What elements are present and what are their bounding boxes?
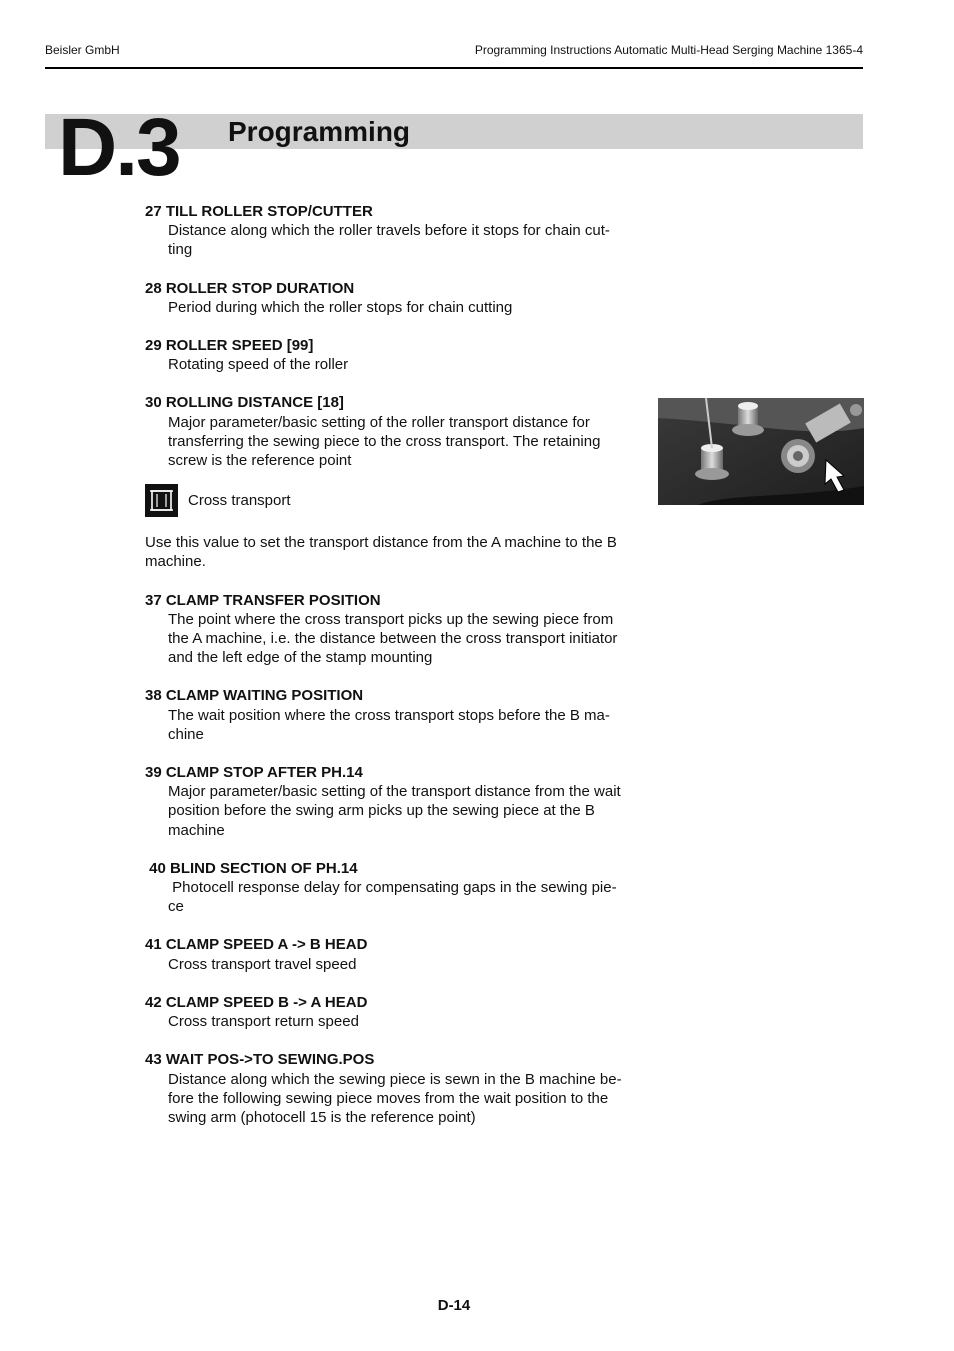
parameter-description: Major parameter/basic setting of the roller transport distance for [168, 413, 590, 431]
parameter-description: Distance along which the sewing piece is sewn in the B machine be- [168, 1070, 622, 1088]
parameter-heading: 42 CLAMP SPEED B -> A HEAD [145, 993, 368, 1011]
parameter-description: The point where the cross transport picks up the sewing piece from [168, 610, 614, 628]
parameter-heading: 29 ROLLER SPEED [99] [145, 337, 314, 355]
parameter-heading: 30 ROLLING DISTANCE [18] [145, 394, 344, 412]
parameter-description: and the left edge of the stamp mounting [168, 649, 433, 667]
parameter-heading: 37 CLAMP TRANSFER POSITION [145, 591, 381, 609]
parameter-heading: 41 CLAMP SPEED A -> B HEAD [145, 936, 368, 954]
content [145, 202, 660, 1127]
section-title: Programming [228, 116, 411, 147]
parameter-description: fore the following sewing piece moves from the wait position to the [168, 1089, 609, 1107]
parameter-description: position before the swing arm picks up the sewing piece at the B [168, 802, 595, 820]
intro-line: Use this value to set the transport distance from the A machine to the B [145, 534, 617, 552]
parameter-heading: 28 ROLLER STOP DURATION [145, 279, 355, 297]
parameter-heading: 43 WAIT POS->TO SEWING.POS [145, 1051, 375, 1069]
parameter-description: Cross transport travel speed [168, 955, 357, 973]
cross-transport-row [145, 484, 660, 517]
parameter-description: the A machine, i.e. the distance between the cross transport initiator [168, 630, 618, 648]
header-rule [45, 67, 863, 69]
cross-transport-icon [145, 484, 178, 517]
parameter-heading: 38 CLAMP WAITING POSITION [145, 687, 364, 705]
cross-parameter-list [145, 591, 660, 1127]
intro-line: machine. [145, 553, 206, 571]
roller-parameter-list [145, 202, 660, 470]
parameter-description: Photocell response delay for compensating gaps in the sewing pie- [168, 879, 617, 897]
cross-transport-intro [145, 533, 660, 571]
parameter-heading: 39 CLAMP STOP AFTER PH.14 [145, 764, 363, 782]
parameter-description: Period during which the roller stops for chain cutting [168, 298, 513, 316]
section-number: D.3 [58, 102, 180, 193]
parameter-heading: 27 TILL ROLLER STOP/CUTTER [145, 203, 373, 220]
parameter-description: Rotating speed of the roller [168, 356, 349, 374]
parameter-description: Distance along which the roller travels before it stops for chain cut- [168, 222, 610, 240]
page-number: D-14 [437, 1297, 471, 1314]
parameter-description: ting [168, 241, 193, 259]
parameter-description: screw is the reference point [168, 452, 352, 470]
parameter-description: ce [168, 898, 184, 916]
parameter-description: Cross transport return speed [168, 1013, 359, 1031]
parameter-description: transferring the sewing piece to the cross transport. The retaining [168, 432, 601, 450]
parameter-heading: 40 BLIND SECTION OF PH.14 [145, 859, 358, 877]
roller-photo [658, 398, 864, 505]
parameter-description: machine [168, 821, 225, 839]
parameter-description: The wait position where the cross transport stops before the B ma- [168, 706, 610, 724]
parameter-description: chine [168, 725, 204, 743]
cross-transport-label: Cross transport [188, 492, 291, 510]
parameter-description: swing arm (photocell 15 is the reference point) [168, 1108, 476, 1126]
page-header-company: Beisler GmbH [45, 43, 120, 57]
page-header-title: Programming Instructions Automatic Multi-Head Serging Machine 1365-4 [474, 43, 863, 57]
parameter-description: Major parameter/basic setting of the transport distance from the wait [168, 783, 621, 801]
